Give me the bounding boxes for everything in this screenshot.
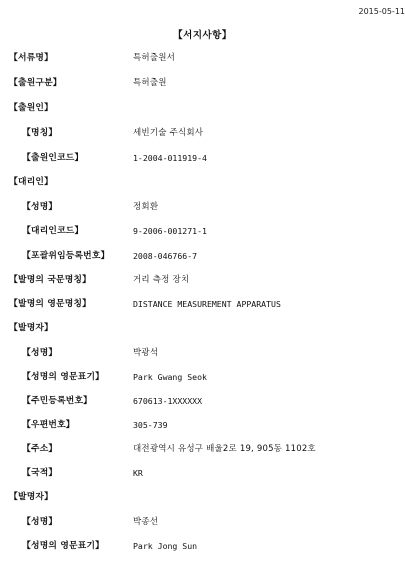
field-row-inventor-1-postal-code bbox=[0, 418, 405, 432]
field-value: 특허출원서 bbox=[133, 53, 176, 63]
section-label: 【대리인】 bbox=[9, 177, 54, 187]
field-label: 【발명의 국문명칭】 bbox=[9, 275, 92, 285]
field-value: DISTANCE MEASUREMENT APPARATUS bbox=[133, 299, 281, 309]
field-value: 대전광역시 유성구 배울2로 19, 905동 1102호 bbox=[133, 444, 316, 454]
field-label: 【출원인코드】 bbox=[22, 153, 84, 163]
field-value: 세빈기술 주식회사 bbox=[133, 128, 204, 138]
field-value: Park Jong Sun bbox=[133, 541, 198, 551]
field-label: 【성명】 bbox=[22, 517, 58, 527]
field-row-agent-name bbox=[0, 200, 405, 214]
field-row-agent-code bbox=[0, 224, 405, 238]
field-row-applicant-name bbox=[0, 126, 405, 140]
field-label: 【우편번호】 bbox=[22, 420, 75, 430]
field-label: 【성명의 영문표기】 bbox=[22, 541, 105, 551]
field-label: 【서류명】 bbox=[9, 53, 54, 63]
section-applicant bbox=[0, 101, 405, 115]
document-title: 【서지사항】 bbox=[173, 30, 232, 41]
section-agent bbox=[0, 175, 405, 189]
section-inventor-2 bbox=[0, 490, 405, 504]
field-value: 1-2004-011919-4 bbox=[133, 153, 207, 163]
field-row-inventor-2-name-en bbox=[0, 539, 405, 553]
section-label: 【출원인】 bbox=[9, 103, 54, 113]
field-value: 박광석 bbox=[133, 348, 159, 358]
field-row-document-type bbox=[0, 51, 405, 65]
field-label: 【국적】 bbox=[22, 468, 58, 478]
field-value: 거리 측정 장치 bbox=[133, 275, 190, 285]
field-row-application-type bbox=[0, 76, 405, 90]
field-row-applicant-code bbox=[0, 151, 405, 165]
field-label: 【성명】 bbox=[22, 202, 58, 212]
field-value: 9-2006-001271-1 bbox=[133, 226, 207, 236]
section-label: 【발명자】 bbox=[9, 323, 54, 333]
field-label: 【주소】 bbox=[22, 444, 58, 454]
field-label: 【포괄위임등록번호】 bbox=[22, 251, 110, 261]
field-row-inventor-1-name-en bbox=[0, 370, 405, 384]
field-label: 【발명의 영문명칭】 bbox=[9, 299, 92, 309]
print-date: 2015-05-11 bbox=[358, 7, 405, 16]
section-inventor-1 bbox=[0, 321, 405, 335]
field-row-invention-title-en bbox=[0, 297, 405, 311]
field-value: 박종선 bbox=[133, 517, 159, 527]
field-value: 670613-1XXXXXX bbox=[133, 396, 203, 406]
field-label: 【주민등록번호】 bbox=[22, 396, 93, 406]
field-row-inventor-2-name bbox=[0, 515, 405, 529]
field-label: 【대리인코드】 bbox=[22, 226, 84, 236]
field-row-inventor-1-resident-number bbox=[0, 394, 405, 408]
field-label: 【성명의 영문표기】 bbox=[22, 372, 105, 382]
field-row-invention-title-ko bbox=[0, 273, 405, 287]
field-label: 【명칭】 bbox=[22, 128, 58, 138]
field-value: 정회환 bbox=[133, 202, 159, 212]
field-row-inventor-1-name bbox=[0, 346, 405, 360]
field-label: 【출원구분】 bbox=[9, 78, 62, 88]
field-label: 【성명】 bbox=[22, 348, 58, 358]
field-row-inventor-1-address bbox=[0, 442, 405, 456]
section-label: 【발명자】 bbox=[9, 492, 54, 502]
field-row-inventor-1-nationality bbox=[0, 466, 405, 480]
field-value: 2008-046766-7 bbox=[133, 251, 198, 261]
field-value: 305-739 bbox=[133, 420, 168, 430]
field-value: 특허출원 bbox=[133, 78, 167, 88]
field-value: KR bbox=[133, 468, 143, 478]
field-row-general-power-number bbox=[0, 249, 405, 263]
field-value: Park Gwang Seok bbox=[133, 372, 207, 382]
